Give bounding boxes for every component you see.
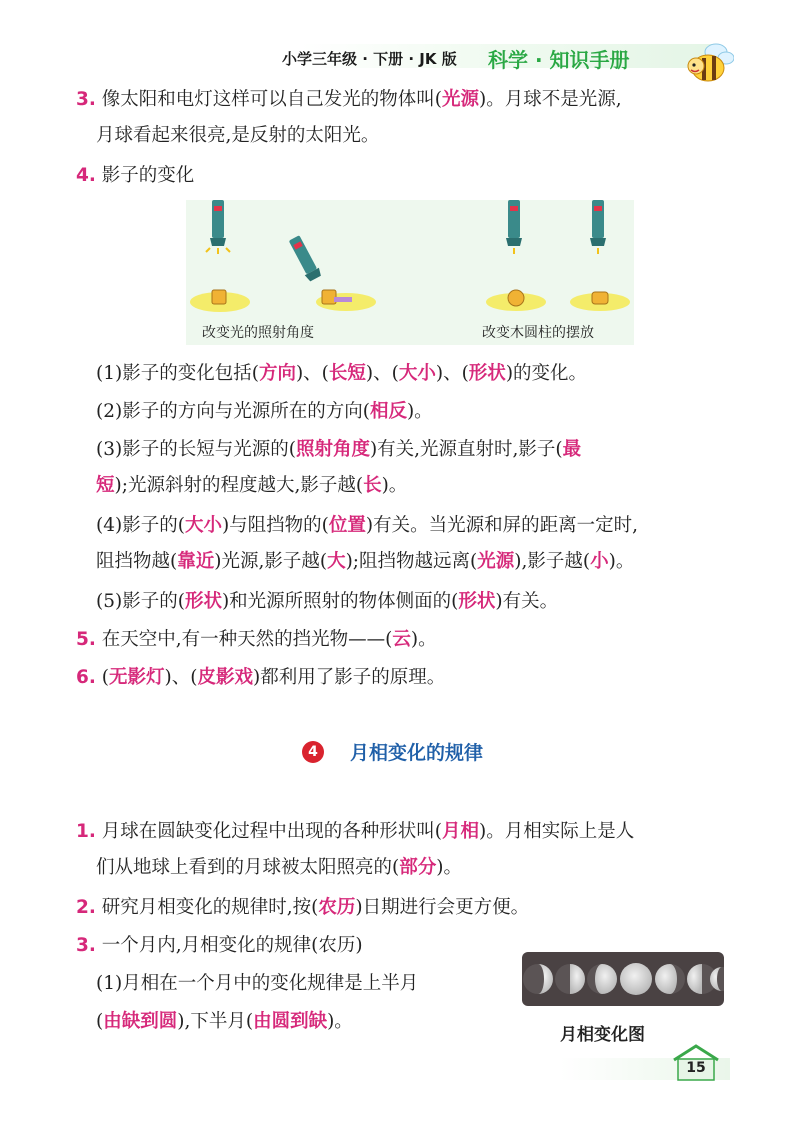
page-number: 15 xyxy=(686,1060,706,1076)
moon-phase-icon xyxy=(587,964,617,994)
answer: 长短 xyxy=(328,363,366,384)
moon-phase-icon xyxy=(620,963,652,995)
answer: 长 xyxy=(363,475,382,496)
text-segment: ( xyxy=(96,1011,104,1032)
item-3-line-1 xyxy=(76,86,622,114)
answer: 大 xyxy=(327,551,346,572)
moon-phases-caption: 月相变化图 xyxy=(560,1025,645,1045)
answer: 靠近 xyxy=(177,551,215,572)
text-segment: )。 xyxy=(381,475,408,496)
item-6 xyxy=(76,664,445,692)
answer: 大小 xyxy=(398,363,436,384)
answer: 光源 xyxy=(477,551,515,572)
figure-caption-right: 改变木圆柱的摆放 xyxy=(482,325,594,341)
flashlight-icon xyxy=(206,200,230,254)
answer: 形状 xyxy=(184,591,222,612)
item-number: 3. xyxy=(76,89,96,110)
sub-item-5 xyxy=(96,588,558,616)
text-segment: )和光源所照射的物体侧面的( xyxy=(221,591,459,612)
answer: 照射角度 xyxy=(295,439,370,460)
answer: 小 xyxy=(590,551,609,572)
text-segment: );光源斜射的程度越大,影子越( xyxy=(114,475,364,496)
figure-caption-left: 改变光的照射角度 xyxy=(202,325,314,341)
answer: 最 xyxy=(562,439,582,460)
text-segment: 研究月相变化的规律时,按( xyxy=(101,897,319,918)
text-segment: ),下半月( xyxy=(177,1011,254,1032)
text-segment: )。 xyxy=(406,401,433,422)
item-3-line-2: 月球看起来很亮,是反射的太阳光。 xyxy=(96,125,380,146)
moon-phase-icon xyxy=(555,964,585,994)
text-segment: (4)影子的( xyxy=(96,515,185,536)
moon-item-3-heading xyxy=(76,932,363,960)
section-number-badge: 4 xyxy=(302,741,324,763)
text-segment: )。 xyxy=(608,551,635,572)
text-segment: )都利用了影子的原理。 xyxy=(252,667,446,688)
text-segment: )。月球不是光源, xyxy=(479,89,622,110)
item-number: 5. xyxy=(76,629,96,650)
sub-item-1 xyxy=(96,360,587,388)
text-segment: ( xyxy=(101,667,110,688)
moon-item-1-line-2 xyxy=(96,854,462,882)
text-segment: 阻挡物越( xyxy=(96,551,178,572)
text-segment: (5)影子的( xyxy=(96,591,185,612)
answer: 月相 xyxy=(442,821,480,842)
moon-item-1-line-1 xyxy=(76,818,634,846)
text-segment: )日期进行会更方便。 xyxy=(355,897,530,918)
text-segment: )有关。当光源和屏的距离一定时, xyxy=(365,515,639,536)
text-segment: )的变化。 xyxy=(505,363,588,384)
text-segment: 影子的变化 xyxy=(101,165,195,186)
text-segment: (2)影子的方向与光源所在的方向( xyxy=(96,401,370,422)
item-number: 2. xyxy=(76,897,96,918)
page-header xyxy=(0,38,800,88)
bee-mascot-icon xyxy=(686,38,734,84)
answer: 云 xyxy=(392,629,411,650)
text-segment: )。 xyxy=(436,857,462,878)
text-segment: 一个月内,月相变化的规律(农历) xyxy=(101,935,363,956)
item-number: 3. xyxy=(76,935,96,956)
section-title: 月相变化的规律 xyxy=(350,742,484,764)
moon-item-3-line-3 xyxy=(96,1008,353,1036)
answer: 由缺到圆 xyxy=(103,1011,178,1032)
answer: 位置 xyxy=(328,515,366,536)
moon-phases-image xyxy=(522,952,724,1006)
answer: 光源 xyxy=(442,89,480,110)
text-segment: )、( xyxy=(435,363,469,384)
sub-item-2 xyxy=(96,398,433,426)
answer: 由圆到缺 xyxy=(253,1011,328,1032)
text-segment: )。月相实际上是人 xyxy=(479,821,635,842)
text-segment: 像太阳和电灯这样可以自己发光的物体叫( xyxy=(101,89,443,110)
text-segment: );阻挡物越远离( xyxy=(345,551,478,572)
text-segment: 们从地球上看到的月球被太阳照亮的( xyxy=(96,857,400,878)
text-segment: (1)影子的变化包括( xyxy=(96,363,259,384)
sub-item-3-line-2 xyxy=(96,472,407,500)
text-segment: )有关,光源直射时,影子( xyxy=(369,439,563,460)
text-segment: )、( xyxy=(365,363,399,384)
text-segment: (3)影子的长短与光源的( xyxy=(96,439,296,460)
moon-item-3-line-2: (1)月相在一个月中的变化规律是上半月 xyxy=(96,973,419,994)
answer: 皮影戏 xyxy=(197,667,253,688)
answer: 短 xyxy=(96,475,115,496)
answer: 方向 xyxy=(258,363,296,384)
item-number: 1. xyxy=(76,821,96,842)
subject-title: 科学 · 知识手册 xyxy=(488,48,630,72)
moon-phase-icon xyxy=(655,964,685,994)
text-segment: )。 xyxy=(410,629,437,650)
answer: 部分 xyxy=(399,857,437,878)
text-segment: )有关。 xyxy=(495,591,559,612)
sub-item-4-line-2 xyxy=(96,548,634,576)
answer: 农历 xyxy=(318,897,356,918)
answer: 相反 xyxy=(369,401,407,422)
item-4-heading xyxy=(76,162,194,190)
item-5 xyxy=(76,626,437,654)
text-segment: 在天空中,有一种天然的挡光物——( xyxy=(101,629,393,650)
moon-phase-icon xyxy=(523,964,553,994)
answer: 形状 xyxy=(468,363,506,384)
sub-item-4-line-1 xyxy=(96,512,638,540)
flashlight-icon xyxy=(590,200,606,254)
text-segment: )、( xyxy=(295,363,329,384)
text-segment: ),影子越( xyxy=(514,551,591,572)
answer: 大小 xyxy=(184,515,222,536)
text-segment: )、( xyxy=(164,667,198,688)
text-segment: 月球在圆缺变化过程中出现的各种形状叫( xyxy=(101,821,443,842)
sub-item-3-line-1 xyxy=(96,436,581,464)
book-edition-label: 小学三年级 · 下册 · JK 版 xyxy=(282,50,457,68)
moon-item-2 xyxy=(76,894,529,922)
text-segment: )。 xyxy=(327,1011,353,1032)
text-segment: )与阻挡物的( xyxy=(221,515,329,536)
answer: 无影灯 xyxy=(109,667,165,688)
item-number: 6. xyxy=(76,667,96,688)
flashlight-icon xyxy=(506,200,522,254)
shadow-experiment-figure xyxy=(186,200,634,345)
item-number: 4. xyxy=(76,165,96,186)
answer: 形状 xyxy=(458,591,496,612)
flashlight-icon xyxy=(287,234,323,282)
flashlight-illustrations xyxy=(186,200,634,320)
text-segment: )光源,影子越( xyxy=(214,551,328,572)
